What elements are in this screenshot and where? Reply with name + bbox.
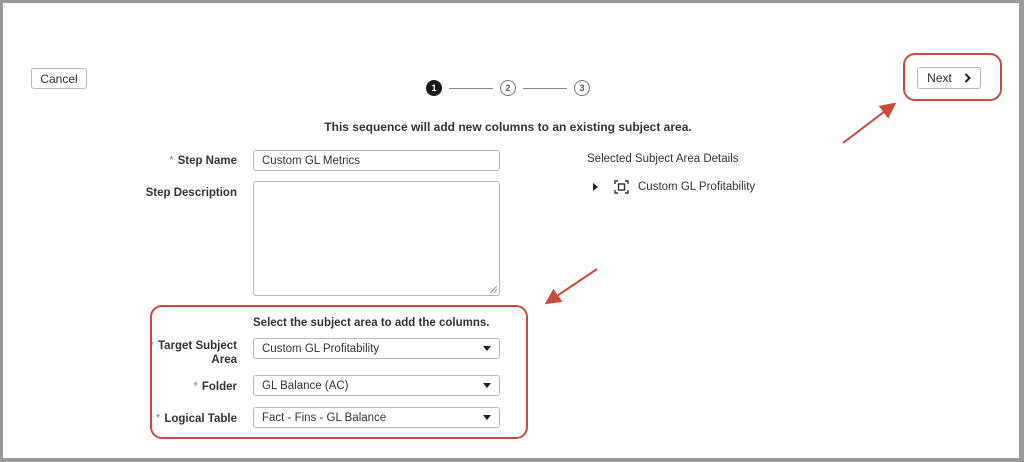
resize-handle-icon[interactable]: [490, 286, 497, 293]
next-label: Next: [927, 71, 952, 85]
next-button[interactable]: [917, 67, 981, 89]
dropdown-caret-icon: [483, 383, 491, 388]
folder-label: * Folder: [193, 381, 237, 393]
train-step-2[interactable]: 2: [500, 80, 516, 96]
arrow-icon: [548, 269, 597, 302]
dropdown-caret-icon: [483, 346, 491, 351]
cancel-label: Cancel: [40, 71, 78, 86]
chevron-right-icon: [964, 73, 971, 83]
step-description-textarea[interactable]: [253, 181, 500, 296]
step-name-input[interactable]: Custom GL Metrics: [253, 150, 500, 171]
train-step-3[interactable]: 3: [574, 80, 590, 96]
train-connector: [449, 88, 493, 89]
required-marker: *: [169, 155, 174, 167]
cancel-button[interactable]: [31, 68, 87, 89]
step-train: [426, 80, 590, 96]
expand-triangle-icon[interactable]: [593, 183, 598, 191]
subject-area-hint: Select the subject area to add the columns.: [253, 317, 490, 329]
step-description-label: Step Description: [145, 187, 237, 199]
selected-subject-area-details-title: Selected Subject Area Details: [587, 153, 739, 165]
folder-select[interactable]: GL Balance (AC): [253, 375, 500, 396]
intro-text: This sequence will add new columns to an existing subject area.: [324, 120, 692, 134]
train-connector: [523, 88, 567, 89]
step-name-label: * Step Name: [169, 155, 237, 167]
subject-area-icon: [614, 180, 629, 194]
subject-area-tree-item[interactable]: Custom GL Profitability: [593, 179, 755, 195]
target-subject-area-label: * Target Subject Area: [149, 340, 237, 366]
logical-table-select[interactable]: Fact - Fins - GL Balance: [253, 407, 500, 428]
train-step-1[interactable]: 1: [426, 80, 442, 96]
target-subject-area-select[interactable]: Custom GL Profitability: [253, 338, 500, 359]
dropdown-caret-icon: [483, 415, 491, 420]
wizard-page: [3, 3, 1019, 458]
logical-table-label: * Logical Table: [155, 413, 237, 425]
